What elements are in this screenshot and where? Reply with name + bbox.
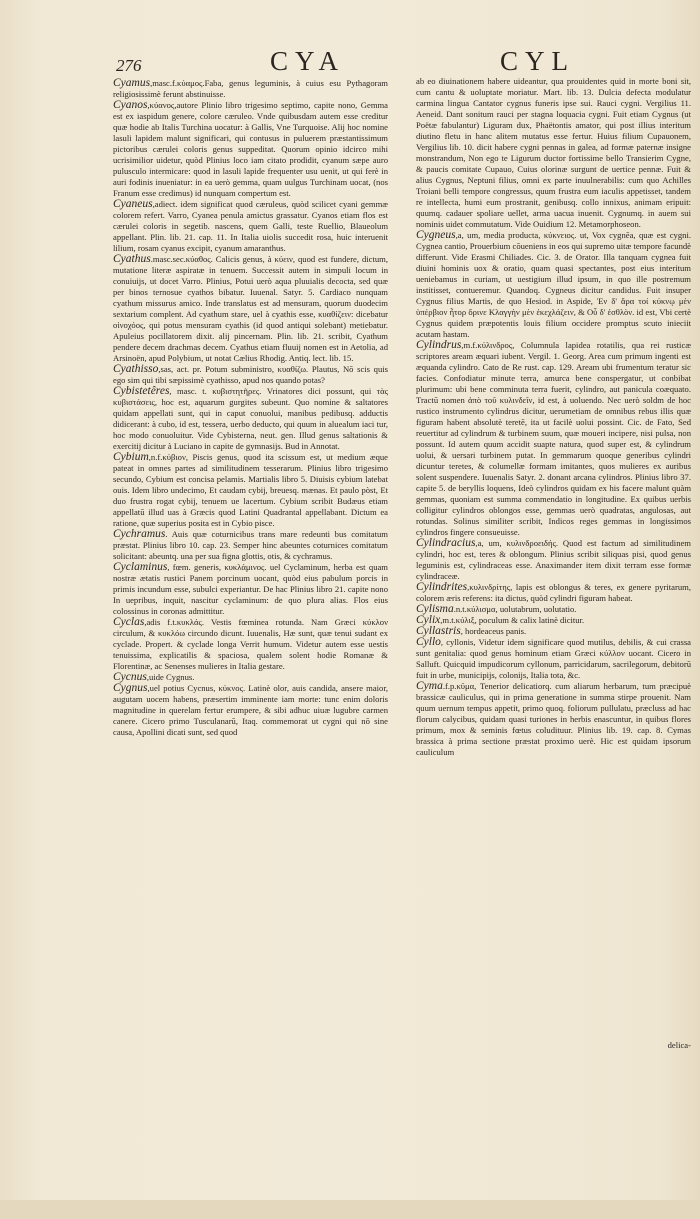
entry-text: ,uide Cygnus. <box>146 672 195 682</box>
entry-headword: Cyaneus <box>113 198 153 210</box>
entry-headword: Cylindracius <box>416 537 476 549</box>
entry-text: ,m.f.κύλινδρος, Columnula lapidea rotatilis, qua rei rusticæ scriptores aream æquari iubent. Vergil. 1. Georg. Area cum primum ingenti est æquanda cylindro. Cato de Re rust. cap. 129. Aream ubi frumentum teratur sic facies. Confodiatur minute terra, amurca bene conspergatur, ut conbibat plurimum: ubi bene comminuta terra fuerit, cylindro, aut panicula coæquato. Tractū nomen ἀπὸ τοῦ κυλινδεῖν, id est, à uoluendo. Nec uerò soldm de hoc rustico instrumento cylindrus dicitur, uerumetiam de omnibus rebus illis quæ figuram habent absolutè teretē, ita ut facilè uolui possint. Cic. de Fato, Sed reuertitur ad cylindrum & turbinem suum, quæ moueri incipere, nisi pulsa, non possunt. Id autem quum accidit suapte natura, quod super est, & cylindrum uolui, & uersari turbinem putat. In gemmarum quoque generibus cylindri dicuntur teretes, & columellæ formam imitantes, quos mulieres ex auribus solent suspendere. Iuuenalis Satyr. 2. donant arcana cylindros. Plinius libro 37. capite 5. de beryllis loquens, Ideò cylindros quidam ex his facere malunt quàm gemmas, quoniam est summa commendatio in longitudine. Ex quibus uerbis colligitur cylindros oblongos esse, gemmas uerò quadratas, angulosas, aut rotundas. Solinus similiter scribit, Indicos reges gemmas in longissimos cylindros fingere consueuisse. <box>416 340 691 537</box>
dictionary-entry <box>416 637 691 681</box>
page-number: 276 <box>116 56 142 75</box>
entry-text: .masc.sec.κύαθος. Calicis genus, à κύειν, quod est fundere, dictum, mutatione literæ aspiratæ in tenuem. Successit autem in simpuli locum in conuiuijs, ut docet Varro. Plinius, Potui uerò aqua pluuialis decocta, sed quæ per binos ternosue cyathos bibatur. Iuuenal. Satyr. 5. Cardiaco nunquam cyathum missurus amico. Inde translatus est ad mensuram, quorum duodecim sextarium complent. Ad cyathum stare, uel à cyathis esse, κυαθίζειν: dicebatur οἰνοχόος, qui potus mensuram cyathis (id quod antiqui solebant) metiebatur. Apuleius pocillatorem dixit. alij pincernam. Plin. lib. 21. scribit, Cyathum pendere decem drachmas decem. Cyathus etiam fluuij nomen est in Aetolia, ad Arsinoën, apud Polybium, ut notat Cælius Rhodig. Antiq. lect. lib. 15. <box>113 254 388 363</box>
entry-text: .f.p.κῦμα, Tenerior delicatiorq. cum aliarum herbarum, tum præcipuè brassicæ cauliculus, qui in prima generatione in summa stirpe prouenit. Nam quum uernum tempus appetit, primo quoq. foliorum pullulatu, præcluss ad hac florum calycibus, quidam quasi turiones in herbis enascuntur, in quibus flores primum, mox & seminis fœtus coludituur. Plinius lib. 19. cap. 8. Cymas brassica à prima sectione præstat proximo uerè. Hic est quidam ipsorum cauliculum <box>416 681 691 757</box>
entry-text: .n.t.κύλισμα, uolutabrum, uolutatio. <box>453 604 577 614</box>
dictionary-entry <box>416 681 691 758</box>
entry-headword: Cylix <box>416 614 441 626</box>
dictionary-entry <box>416 340 691 538</box>
dictionary-entry <box>416 538 691 582</box>
entry-headword: Cylindrites <box>416 581 468 593</box>
entry-text: , hordeaceus panis. <box>460 626 527 636</box>
entry-text: , cyllonis, Videtur idem significare quod mutilus, debilis, & cui crassa sunt genitalia: quod genus hominum etiam Græci κύλλον uocant. Cicero in Salluft. Quicquid impudicorum cyllonum, parricidarum, sacrilegorum, debitorū fuit in urbe, municipijs, colonijs, Italia tota, &c. <box>416 637 691 680</box>
dictionary-entry <box>416 76 691 230</box>
entry-text: ab eo diuinationem habere uideantur, qua prouidentes quid in morte boni sit, cum cantu & uoluptate moriatur. Mart. lib. 13. Dulcia defecta modulatur carmina lingua Cantator cygnus funeris ipse sui. Rauci cygni. Vergilius 11. Aeneid. Dant sonitum rauci per stagna loquacia cygni. Fuit etiam Cygnus (ut Poëtæ fabulantur) Liguram dux, Phaëtontis amator, qui post illius interitum diutino fletu in hanc alitem mutatus esse fertur. Huius filium Cupauonem, Vergilius lib. 10. dicit habere cygni pennas in galea, ad formæ paternæ insigne monstrandum, Non ego te Ligurum ductor fortissime bello Transierim Cygne, & paucis comitate Cupauo, Cuius olorinæ surgunt de uertice pennæ. Fuit & alius Cygnus, Neptuni filius, omni ex parte inuulnerabilis: cum quo Achilles Troiani belli tempore congressus, quum frustra eum iaculis appetisset, tandem re intellecta, humi eum prostranit, genibusq. collo innixus, animam eripuit: quumq. cadauer spoliare uellet, arma uacua inuenit. Cygnumq. in auem sui nominis uidet commutatum. Vide Ouidium 12. Metamorphoseon. <box>416 76 691 229</box>
dictionary-entry <box>113 683 388 738</box>
right-column <box>416 76 691 758</box>
dictionary-entry <box>113 364 388 386</box>
dictionary-entry <box>416 604 691 615</box>
dictionary-entry <box>113 529 388 562</box>
entry-text: , masc. t. κυβιστητῆρες. Vrinatores dici possunt, qui τὰς κυβιστάσεις, hoc est, aquarum gurgites subeunt. Quo nomine & saltatores quidam appellati sunt, qui in caput conuolui, manibus pedibusq. adductis didicerant: à cubo, id est, tessera, uerbo deducto, qui quum in aluealum iaci tur, hoc modo conuoluitur. Vide Cybisterna, neut. gen. Illud genus saltationis & exercitij dicitur à Luciano in capite de gymnasijs. Bud in Annotat. <box>113 386 388 451</box>
entry-text: ,a, um, media producta, κύκνειος. ut, Vox cygnēa, quæ est cygni. Cygnea cantio, Prouerbium cōueniens in eos qui supremo uitæ tempore facundè differunt. Vide Erasmi Chiliades. Cic. 3. de Orator. Illa tanquam cygnea fuit diuini hominis uox & oratio, quam quasi spectantes, post eius interitum ueniebamus in curiam, ut uestigium illud ipsum, in quo ille postremum institisset, contueremur. Quandoq. Cygneus dicitur candidus. Fuit insuper Cygnus filius Martis, de quo Hesiod. in Aspide, Ἐν δ' ἄρα τοί κύκνῳ μὲν ὑπέρβιον ἦτορ ὄρινε Κλαγγὴν μὲν ἐκεχλάζειν, & Οὗ δ' ἐσθλὸν. id est, Vbi certè Cygnus quidem præpotentis louis filium occidere promptus scuto inieciit acutam hastam. <box>416 230 691 339</box>
dictionary-entry <box>113 452 388 529</box>
dictionary-entry <box>113 617 388 672</box>
entry-headword: Cyma <box>416 680 443 692</box>
dictionary-entry <box>113 199 388 254</box>
entry-headword: Cylisma <box>416 603 454 615</box>
entry-headword: Cyanos <box>113 99 148 111</box>
entry-text: ,uel potius Cycnus, κύκνος. Latinè olor, auis candida, ansere maior, augutam uocem habens, præsertim imminente iam morte: tunc enim doloris magnitudine in querelam fertur erumpere, & sibi adhuc uiuæ lugubre carmen canere. Cicero primo Tusculanarū, Itaq. commemorat ut cygni qui nō sine causa, Apollini dicati sunt, sed quod <box>113 683 388 737</box>
dictionary-entry <box>113 100 388 199</box>
catchword: delica- <box>667 1040 691 1050</box>
entry-headword: Cyamus <box>113 77 151 89</box>
entry-text: ,κυλινδρίτης, lapis est oblongus & teres, ex genere pyritarum, colorem æris referens: ita dictus, quòd cylindri figuram habeat. <box>416 582 691 603</box>
page-header <box>0 46 700 80</box>
entry-headword: Cybium <box>113 451 149 463</box>
entry-headword: Cygneus <box>416 229 456 241</box>
entry-headword: Cyathus <box>113 253 151 265</box>
entry-text: ,a, um, κυλινδροειδής. Quod est factum ad similitudinem cylindri, hoc est, teres & oblongum. Plinius scribit siliquas pisi, quod genus leguminis est, cylindraceas esse. Anaximander item dixit terram esse formæ cylindraceæ. <box>416 538 691 581</box>
entry-text: , fœm. generis, κυκλάμινος. uel Cyclaminum, herba est quam nostræ ætatis rustici Panem porcinum uocant, quòd eius pabulum porcis in primis incundum esse, subulci experiantur. De hac Plinius libro 21. capite nono In uepribus, inquit, nascitur cyclaminum: de quo plura alias. Flos eius colossinus in coronas admittitur. <box>113 562 388 616</box>
dictionary-entry <box>113 254 388 364</box>
entry-text: ,adiect. idem significat quod cæruleus, quòd scilicet cyani gemmæ colorem refert. Varro, Cyanea penula amictus grassatur. Cyanos etiam flos est cærulei coloris in segetib. nascens, quem Galli, teste Ruellio, Blaueolum appellant. Plin. lib. 21. cap. 11. In Italia uiolis succedit rosa, huic interuenit lilium, rosam cyanus excipit, cyanum amaranthus. <box>113 199 388 253</box>
entry-headword: Cyclaminus <box>113 561 168 573</box>
left-column <box>113 78 388 738</box>
entry-text: ,m.t.κύλιξ, poculum & calix latinè dicitur. <box>440 615 585 625</box>
entry-text: ,masc.f.κύαμος.Faba, genus leguminis, à cuius esu Pythagoram religiosissimè ferunt abstinuisse. <box>113 78 388 99</box>
entry-headword: Cyathisso <box>113 363 159 375</box>
dictionary-entry <box>416 582 691 604</box>
entry-text: ,κύανος,autore Plinio libro trigesimo septimo, capite nono, Gemma est ex iaspidum genere, colore cæruleo. Vnde quibusdam autem esse creditur quæ hodie ab Italis Turchina uocatur: à Gallis, Vne Turquoise. Alij hoc nomine lasuli lapidem malunt significari, qui contusus in puluerem præstantissimum pictoribus cærulei coloris genus suppeditat. Quorum opinio idcirco mihi ucrisimilior uidetur, quòd Plinius loco iam citato prodidit, cyanum sæpe auro pulusculo intermicare: quod in lasuli lapide frequenter usu uenit, ut qui ferè in auri fodinis inueniatur: in ea uerò gemma, quam uulgus Turchinam uocat, (nos Franum esse credimus) id nunquam compertum est. <box>113 100 388 198</box>
running-head-right: CYL <box>500 46 575 76</box>
dictionary-entry <box>113 672 388 683</box>
entry-headword: Cychramus <box>113 528 166 540</box>
entry-headword: Cybistetêres <box>113 385 170 397</box>
dictionary-entry <box>113 78 388 100</box>
dictionary-entry <box>113 562 388 617</box>
entry-headword: Cygnus <box>113 682 148 694</box>
entry-text: ,sas, act. pr. Potum subministro, κυαθίζω. Plautus, Nō scis quis ego sim qui tibi sæpissimè cyathisso, apud nos quando potas? <box>113 364 388 385</box>
entry-headword: Cyclas <box>113 616 145 628</box>
entry-headword: Cylindrus <box>416 339 462 351</box>
page-bottom-margin <box>0 1200 700 1219</box>
entry-headword: Cyllastris <box>416 625 461 637</box>
dictionary-entry <box>416 626 691 637</box>
running-head-left: CYA <box>270 46 346 76</box>
entry-headword: Cycnus <box>113 671 147 683</box>
dictionary-entry <box>416 230 691 340</box>
dictionary-entry <box>113 386 388 452</box>
entry-text: ,adis f.t.κυκλάς. Vestis fœminea rotunda. Nam Græci κύκλον circulum, & κυκλόω circundo dicunt. Iuuenalis, Hæ sunt, quæ tenui sudant ex cyclade. Propert. & cyclade longa Verrit humum. Videtur autem esse uestis tenuissima, explicatilis & spaciosa, qualem solent hodie Romanæ & Florentinæ, ac Senenses mulieres in Italia gestare. <box>113 617 388 671</box>
entry-headword: Cyllo <box>416 636 441 648</box>
entry-text: ,n.f.κύβιον, Piscis genus, quod ita scissum est, ut medium æque pateat in omnes partes ad similitudinem tesserarum. Plinius libro trigesimo secundo, Cybium est concisa pelamis. Martialis libro 5. Diuisis cybium latebat ouis. Idem libro undecimo, Et caudam cybij, breuesq. mænas. Et paulo pòst, Et duo frustra rogat cybij, tenuem ue lacertum. Cybium scribit Budæus etiam appellatū illud uas à Græcis quod Latini Quadrantal appellabant. Dictum ea ratione, quæ superius posita est in Cybio pisce. <box>113 452 388 528</box>
entry-text: . Auis quæ coturnicibus trans mare redeunti bus comitatum præstat. Plinius libro 10. cap. 23. Semper hinc abeuntes coturnices comitatum solicitant: abeuntq. una per sua figna glottis, otis, & cychramus. <box>113 529 388 561</box>
